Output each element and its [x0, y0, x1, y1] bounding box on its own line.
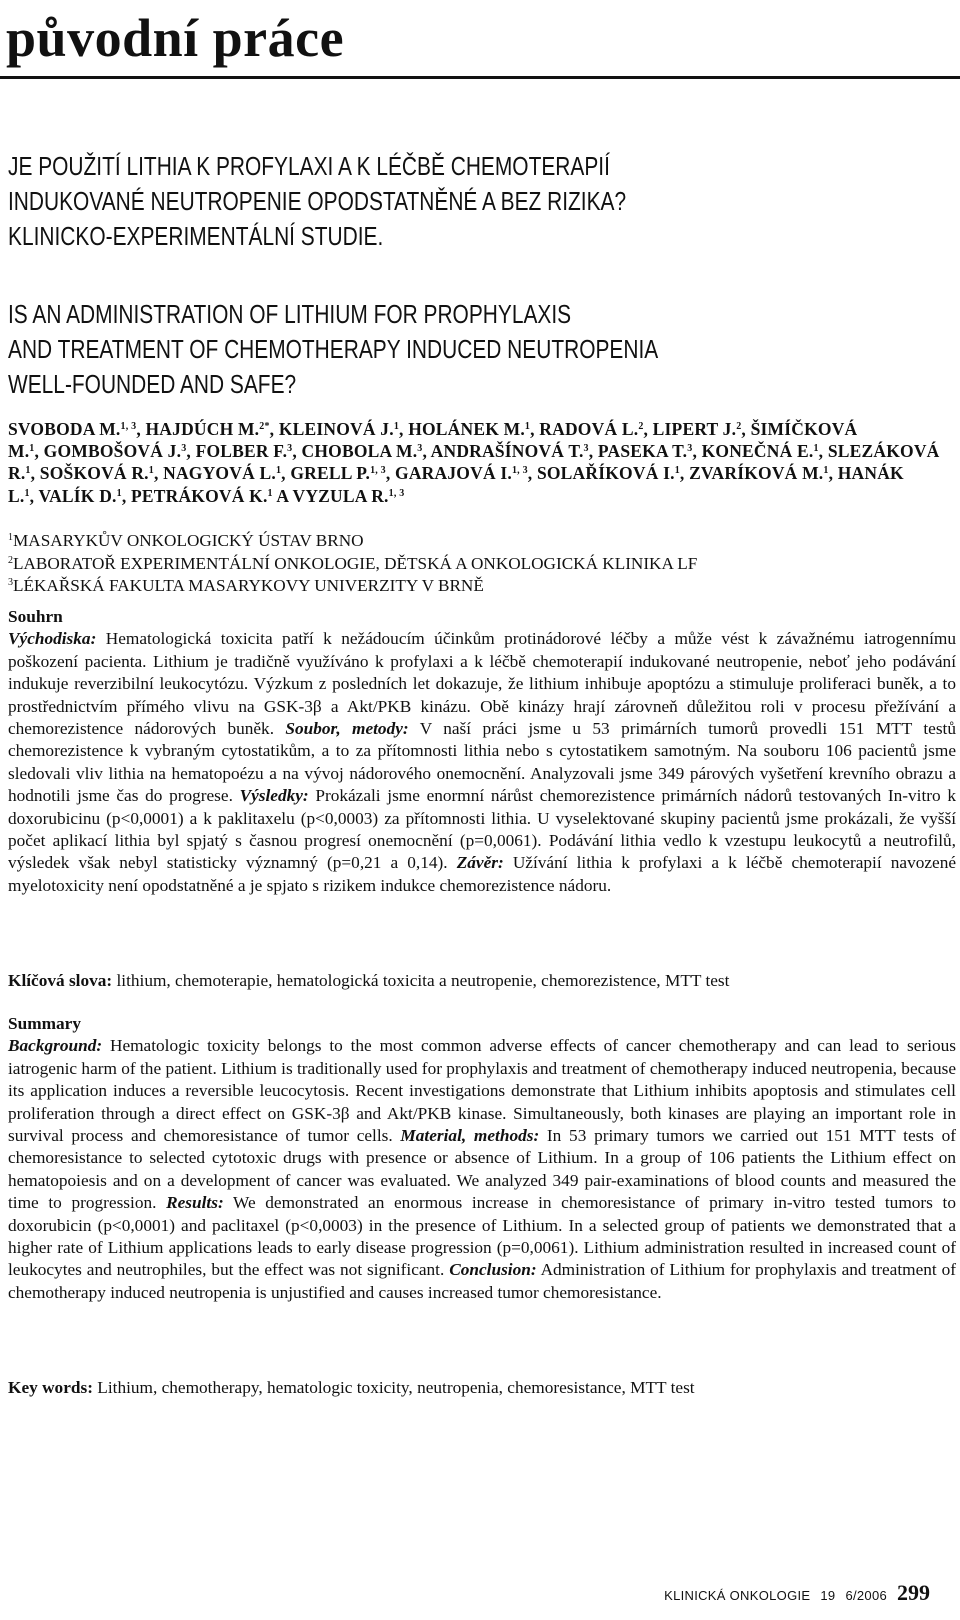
- abstract-text: Hematologic toxicity belongs to the most common adverse effects of cancer chemotherapy and can lead to serious iatrogenic harm of the patient. Lithium is traditionally used for prophylaxis and treatment of chemotherapy induced neutropenia, because its application induces a reversible leucocytosis. Recent investigations demonstrate that Lithium inhibits apoptosis and stimulates cell proliferation through a direct effect on GSK-3β and Akt/PKB kinase. Simultaneously, both kinases are playing an important role in survival process and chemoresistance of tumor cells.: [8, 1036, 956, 1146]
- abstract-label: Východiska:: [8, 629, 97, 649]
- author: ŠIMÍČKOVÁ M.$^1$,: [8, 419, 858, 462]
- abstract-cz: [8, 606, 956, 897]
- author-list: [8, 418, 958, 507]
- keywords-label: Klíčová slova:: [8, 971, 113, 990]
- author: ZVARÍKOVÁ M.$^1$,: [689, 463, 838, 484]
- author: SOŠKOVÁ R.$^1$,: [39, 463, 164, 484]
- title-cz-line: JE POUŽITÍ LITHIA K PROFYLAXI A K LÉČBĚ CHEMOTERAPIÍ: [8, 153, 610, 181]
- affiliation: $^3$LÉKAŘSKÁ FAKULTA MASARYKOVY UNIVERZITY V BRNĚ: [8, 576, 484, 595]
- abstract-cz-heading: Souhrn: [8, 607, 63, 626]
- header-rule: [0, 76, 960, 79]
- article-title-cz: [8, 150, 902, 255]
- abstract-text: Užívání lithia k profylaxi a k léčbě chemoterapií navozené myelotoxicity není opodstatněné a je spjato s rizikem indukce chemorezistence nádoru.: [8, 853, 956, 895]
- title-en-line: IS AN ADMINISTRATION OF LITHIUM FOR PROPHYLAXIS: [8, 301, 572, 329]
- abstract-text: Administration of Lithium for prophylaxis and treatment of chemotherapy induced neutropenia is unjustified and causes increased tumor chemoresistance.: [8, 1260, 956, 1302]
- keywords-en: [8, 1377, 956, 1399]
- abstract-text: We demonstrated an enormous increase in chemoresistance of primary in-vitro tested tumors to doxorubicin (p<0,0001) and paclitaxel (p<0,0003) in the presence of Lithium. In a selected group of patients we demonstrated that a higher rate of Lithium applications leads to early disease progression (p=0,0061). Lithium administration resulted in increased count of leukocytes and neutrophiles, but the effect was not significant.: [8, 1193, 956, 1280]
- author: FOLBER F.$^3$,: [195, 441, 302, 462]
- author: CHOBOLA M.$^3$,: [301, 441, 431, 462]
- abstract-en-heading: Summary: [8, 1014, 81, 1033]
- author: GOMBOŠOVÁ J.$^3$,: [43, 441, 196, 462]
- abstract-label: Background:: [8, 1036, 103, 1056]
- author: VALÍK D.$^1$,: [38, 485, 131, 506]
- author: KLEINOVÁ J.$^1$,: [278, 419, 409, 439]
- abstract-text: Hematologická toxicita patří k nežádoucím účinkům protinádorové léčby a může vést k závažnému iatrogennímu poškození pacienta. Lithium je tradičně využíváno k profylaxi a k léčbě chemoterapií indukované neutropenie, neboť jeho podávání indukuje reverzibilní leukocytózu. Výzkum z posledních let dokazuje, že lithium inhibuje apoptózu a stimuluje proliferaci buněk, a to prostřednictvím přímého vlivu na GSK-3β a Akt/PKB kinázu. Obě kinázy hrají zárovneň důležitou roli v procesu přežívání a chemorezistence nádorových buněk.: [8, 629, 956, 739]
- page-number: 299: [897, 1580, 930, 1605]
- abstract-label: Soubor, metody:: [285, 719, 409, 739]
- affiliation: $^2$LABORATOŘ EXPERIMENTÁLNÍ ONKOLOGIE, DĚTSKÁ A ONKOLOGICKÁ KLINIKA LF: [8, 553, 698, 573]
- affiliations: [8, 530, 958, 598]
- page-footer: [664, 1580, 930, 1606]
- abstract-en: [8, 1013, 956, 1304]
- author: PETRÁKOVÁ K.$^1$ A: [130, 485, 293, 506]
- section-header: původní práce: [6, 8, 345, 68]
- journal-volume: 19: [820, 1588, 836, 1603]
- author: RADOVÁ L.$^2$,: [539, 419, 653, 439]
- abstract-label: Conclusion:: [449, 1260, 537, 1280]
- author: GARAJOVÁ I.$^{1, 3}$,: [395, 463, 537, 484]
- author: PASEKA T.$^3$,: [597, 441, 702, 462]
- abstract-label: Results:: [166, 1193, 224, 1213]
- keywords-text: lithium, chemoterapie, hematologická toxicita a neutropenie, chemorezistence, MTT test: [112, 971, 730, 990]
- journal-issue: 6/2006: [845, 1588, 887, 1603]
- author: SLEZÁKOVÁ R.$^1$,: [8, 441, 940, 484]
- author: ANDRAŠÍNOVÁ T.$^3$,: [430, 441, 598, 462]
- abstract-text: V naší práci jsme u 53 primárních tumorů provedli 151 MTT testů chemorezistence k vybraným cytostatikům, a to za přítomnosti lithia nebo s cytostatikem samotným. Na souboru 106 pacientů jsme sledovali vliv lithia na hematopoézu a na vývoj nádorového onemocnění. Analyzovali jsme 349 párových vyšetření krevního obrazu a hodnotili jsme čas do progrese.: [8, 719, 956, 806]
- abstract-label: Výsledky:: [239, 786, 309, 806]
- affiliation: $^1$MASARYKŮV ONKOLOGICKÝ ÚSTAV BRNO: [8, 531, 364, 550]
- abstract-label: Závěr:: [456, 853, 504, 873]
- author: KONEČNÁ E.$^1$,: [701, 441, 828, 462]
- abstract-label: Material, methods:: [400, 1126, 540, 1146]
- author: LIPERT J.$^2$,: [652, 419, 751, 439]
- abstract-text: Prokázali jsme enormní nárůst chemorezistence primárních nádorů testovaných In-vitro k doxorubicinu (p<0,0001) a k paklitaxelu (p<0,0003) za přítomnosti lithia. U vyselektované skupiny pacientů jsme prokázali, že vyšší počet aplikací lithia byl spjatý s časnou progresí onemocnění (p=0,0061). Podávání lithia vedlo k vzestupu leukocytů a neutrofilů, výsledek však nebyl statisticky významný (p=0,21 a 0,14).: [8, 786, 956, 873]
- author: SVOBODA M.$^{1, 3}$,: [8, 419, 146, 439]
- keywords-text: Lithium, chemotherapy, hematologic toxicity, neutropenia, chemoresistance, MTT test: [92, 1378, 695, 1397]
- author: HANÁK L.$^1$,: [8, 463, 904, 506]
- title-en-line: AND TREATMENT OF CHEMOTHERAPY INDUCED NEUTROPENIA: [8, 336, 659, 364]
- keywords-label: Key words:: [8, 1378, 93, 1397]
- author: HOLÁNEK M.$^1$,: [408, 419, 540, 439]
- author: SOLAŘÍKOVÁ I.$^1$,: [536, 463, 690, 484]
- journal-name: KLINICKÁ ONKOLOGIE: [664, 1588, 811, 1603]
- author: VYZULA R.$^{1, 3}$: [292, 485, 405, 506]
- title-cz-line: INDUKOVANÉ NEUTROPENIE OPODSTATNĚNÉ A BEZ RIZIKA?: [8, 188, 627, 216]
- abstract-text: In 53 primary tumors we carried out 151 MTT tests of chemoresistance to selected cytotoxic drugs with presence or absence of Lithium. In a group of 106 patients the Lithium effect on hematopoiesis and on a development of cancer was evaluated. We analyzed 349 pair-examinations of blood counts and measured the time to progression.: [8, 1126, 956, 1213]
- author: NAGYOVÁ L.$^1$,: [163, 463, 291, 484]
- author: HAJDÚCH M.$^{2*}$,: [145, 419, 279, 439]
- article-title-en: [8, 298, 902, 403]
- title-cz-line: KLINICKO-EXPERIMENTÁLNÍ STUDIE.: [8, 223, 384, 251]
- title-en-line: WELL-FOUNDED AND SAFE?: [8, 371, 297, 399]
- author: GRELL P.$^{1, 3}$,: [290, 463, 396, 484]
- keywords-cz: [8, 970, 956, 992]
